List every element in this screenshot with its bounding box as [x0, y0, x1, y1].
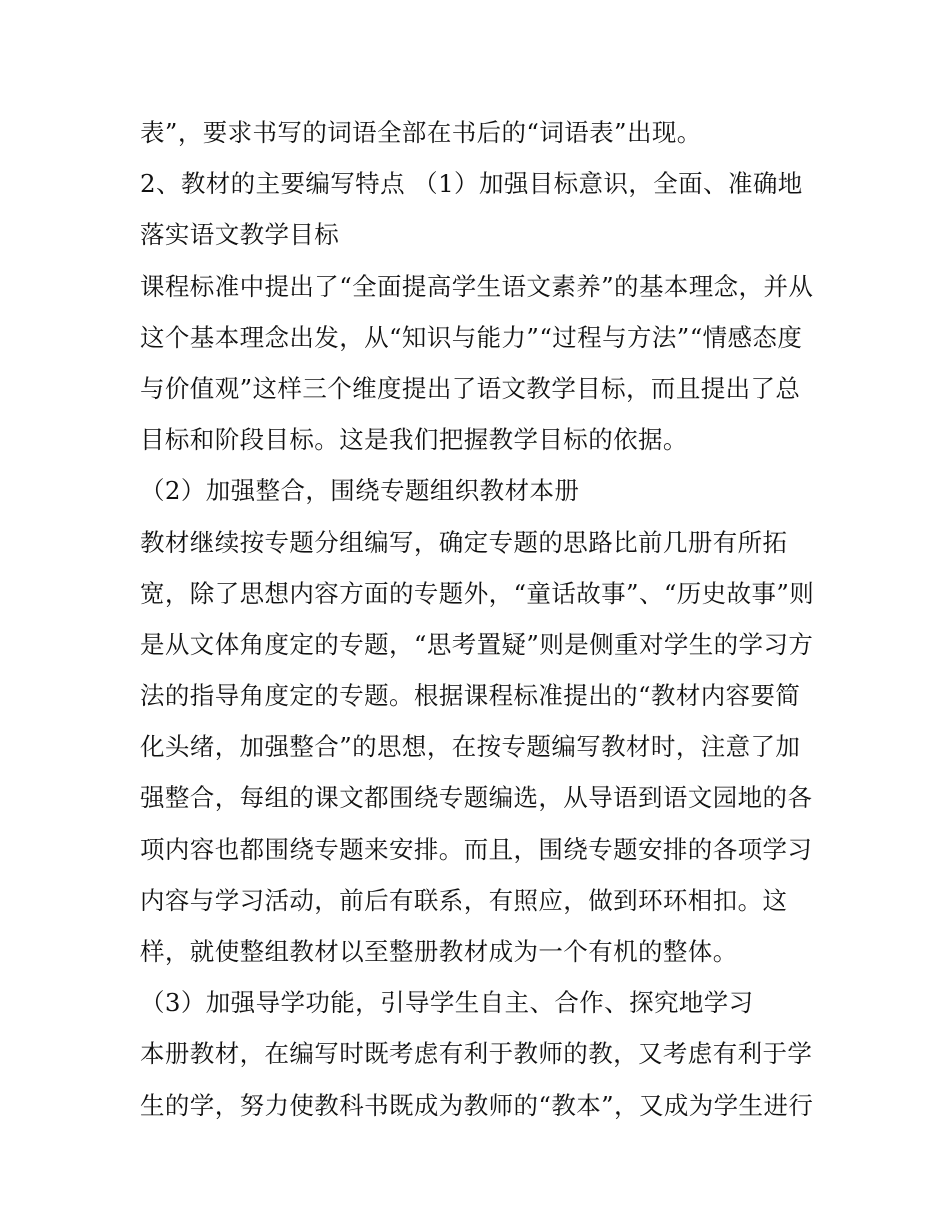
text-line: 与价值观”这样三个维度提出了语文教学目标，而且提出了总: [140, 373, 801, 403]
text-line: 宽，除了思想内容方面的专题外，“童话故事”、“历史故事”则: [140, 578, 815, 608]
text-line: 教材继续按专题分组编写，确定专题的思路比前几册有所拓: [140, 527, 788, 557]
text-line: 目标和阶段目标。这是我们把握教学目标的依据。: [140, 425, 688, 455]
text-line: 课程标准中提出了“全面提高学生语文素养”的基本理念，并从: [140, 271, 814, 301]
document-body: [140, 107, 820, 1131]
text-line: 样，就使整组教材以至整册教材成为一个有机的整体。: [140, 937, 738, 966]
section-heading: 2、教材的主要编写特点 （1）加强目标意识，全面、准确地: [140, 169, 803, 199]
text-line: 这个基本理念出发，从“知识与能力”“过程与方法”“情感态度: [140, 322, 803, 352]
text-line: 本册教材，在编写时既考虑有利于教师的教，又考虑有利于学: [140, 1039, 813, 1069]
text-line: 生的学，努力使教科书既成为教师的“教本”，又成为学生进行: [140, 1090, 814, 1120]
text-line: 是从文体角度定的专题，“思考置疑”则是侧重对学生的学习方: [140, 629, 814, 659]
subsection-heading: （3）加强导学功能，引导学生自主、合作、探究地学习: [140, 988, 754, 1018]
subsection-heading: （2）加强整合，围绕专题组织教材本册: [140, 476, 580, 506]
text-line: 法的指导角度定的专题。根据课程标准提出的“教材内容要简: [140, 681, 801, 711]
text-line: 项内容也都围绕专题来安排。而且，围绕专题安排的各项学习: [140, 834, 813, 864]
text-line: 强整合，每组的课文都围绕专题编选，从导语到语文园地的各: [140, 783, 813, 813]
text-line: 内容与学习活动，前后有联系，有照应，做到环环相扣。这: [140, 885, 788, 915]
text-line: 表”，要求书写的词语全部在书后的“词语表”出现。: [140, 118, 702, 147]
section-heading-continued: 落实语文教学目标: [140, 220, 340, 250]
text-line: 化头绪，加强整合”的思想，在按专题编写教材时，注意了加: [140, 732, 801, 762]
